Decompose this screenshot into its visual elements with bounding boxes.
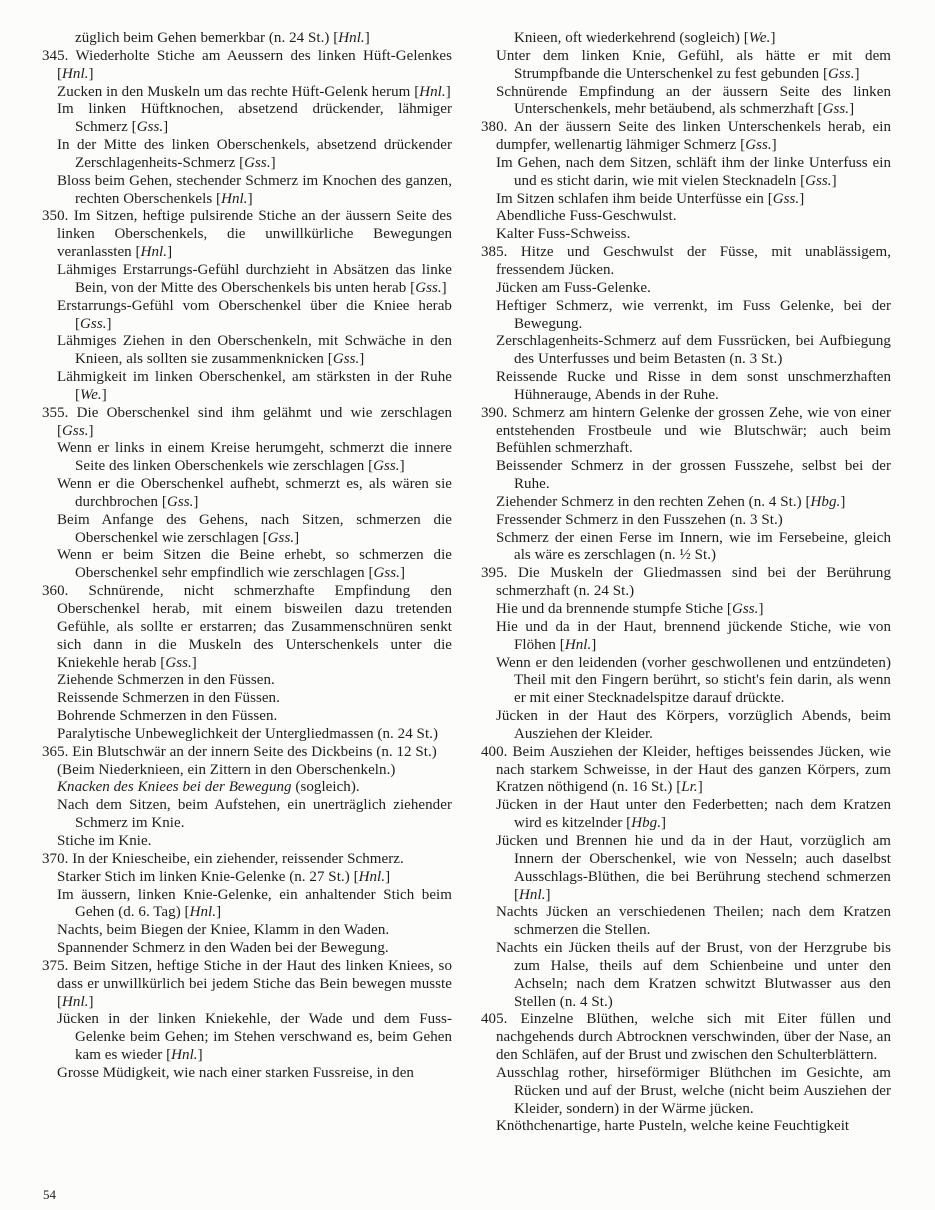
entry-emphasis: Knacken des Kniees bei der Bewegung <box>57 779 292 796</box>
entry-number: 355. <box>42 404 77 421</box>
symptom-entry: Schmerz der einen Ferse im Innern, wie im Fersebeine, gleich als wäre es zerschlagen (n. ½ St.) <box>496 529 891 564</box>
symptom-entry: 380. An der äussern Seite des linken Unterschenkels herab, ein dumpfer, wellenartig lähmiger Schmerz [Gss.] <box>481 119 891 154</box>
symptom-entry: Im linken Hüftknochen, absetzend drückender, lähmiger Schmerz [Gss.] <box>57 101 452 136</box>
symptom-entry: Jücken in der Haut des Körpers, vorzüglich Abends, beim Ausziehen der Kleider. <box>496 708 891 742</box>
symptom-entry: Nachts ein Jücken theils auf der Brust, von der Herzgrube bis zum Halse, theils auf dem Schienbeine und unter den Achseln; nach dem Kratzen schwitzt Blutwasser aus den Stellen (n. 4 St.) <box>496 940 891 1010</box>
right-column <box>481 30 891 1136</box>
source-citation: Gss. <box>62 422 89 439</box>
entry-number: 380. <box>481 119 514 136</box>
symptom-entry: 395. Die Muskeln der Gliedmassen sind bei der Berührung schmerzhaft (n. 24 St.) <box>481 565 891 600</box>
symptom-entry: Abendliche Fuss-Geschwulst. <box>496 208 677 225</box>
symptom-entry: Lähmigkeit im linken Oberschenkel, am stärksten in der Ruhe [We.] <box>57 369 452 403</box>
entry-number: 390. <box>481 404 512 421</box>
source-citation: Hnl. <box>62 993 89 1010</box>
symptom-entry: Im äussern, linken Knie-Gelenke, ein anhaltender Stich beim Gehen (d. 6. Tag) [Hnl.] <box>57 886 452 921</box>
symptom-entry: Wenn er beim Sitzen die Beine erhebt, so schmerzen die Oberschenkel sehr empfindlich wie zerschlagen [Gss.] <box>57 547 452 582</box>
symptom-entry: 355. Die Oberschenkel sind ihm gelähmt und wie zerschlagen [Gss.] <box>42 404 452 439</box>
symptom-entry: Starker Stich im linken Knie-Gelenke (n. 27 St.) [Hnl.] <box>57 868 391 885</box>
source-citation: Lr. <box>681 779 698 796</box>
symptom-entry: Stiche im Knie. <box>57 832 152 849</box>
symptom-entry: 375. Beim Sitzen, heftige Stiche in der Haut des linken Kniees, so dass er unwillkürlich bei jedem Stiche das Bein bewegen musste [Hnl.] <box>42 957 452 1010</box>
entry-number: 400. <box>481 743 513 760</box>
symptom-entry: Heftiger Schmerz, wie verrenkt, im Fuss Gelenke, bei der Bewegung. <box>496 297 891 332</box>
source-citation: Hbg. <box>631 815 662 832</box>
source-citation: Hnl. <box>338 30 365 46</box>
symptom-entry: Erstarrungs-Gefühl vom Oberschenkel über die Kniee herab [Gss.] <box>57 297 452 332</box>
symptom-entry: Knöthchenartige, harte Pusteln, welche keine Feuchtigkeit <box>496 1118 850 1135</box>
symptom-entry: Wenn er den leidenden (vorher geschwollenen und entzündeten) Theil mit den Fingern berührt, so sticht's fein darin, als wenn er mit einer Stecknadelspitze darauf drückte. <box>496 654 891 707</box>
symptom-entry: 385. Hitze und Geschwulst der Füsse, mit unablässigem, fressendem Jücken. <box>481 244 892 278</box>
symptom-entry: Im Sitzen schlafen ihm beide Unterfüsse ein [Gss.] <box>496 190 805 207</box>
source-citation: Gss. <box>373 458 400 475</box>
source-citation: Hnl. <box>419 83 446 100</box>
symptom-entry: 365. Ein Blutschwär an der innern Seite des Dickbeins (n. 12 St.) <box>42 743 437 760</box>
symptom-entry: Reissende Schmerzen in den Füssen. <box>57 690 280 707</box>
symptom-entry: Jücken und Brennen hie und da in der Haut, vorzüglich am Innern der Oberschenkel, wie von Nesseln; auch daselbst Ausschlags-Blüthen, die bei Berührung stechend schmerzen [Hnl.] <box>496 832 891 903</box>
symptom-entry: Spannender Schmerz in den Waden bei der Bewegung. <box>57 940 389 957</box>
symptom-entry: Ziehender Schmerz in den rechten Zehen (n. 4 St.) [Hbg.] <box>496 493 846 510</box>
symptom-entry: Reissende Rucke und Risse in dem sonst unschmerzhaften Hühnerauge, Abends in der Ruhe. <box>496 369 891 403</box>
entry-number: 345. <box>42 47 76 64</box>
text-columns <box>42 30 890 1136</box>
source-citation: Gss. <box>332 351 360 368</box>
source-citation: We. <box>748 30 771 46</box>
source-citation: Gss. <box>805 172 832 189</box>
symptom-entry: Kalter Fuss-Schweiss. <box>496 226 631 243</box>
symptom-entry: Zucken in den Muskeln um das rechte Hüft-Gelenk herum [Hnl.] <box>57 83 451 100</box>
entry-number: 350. <box>42 208 74 225</box>
source-citation: Gss. <box>772 190 800 207</box>
source-citation: Hnl. <box>358 868 386 885</box>
symptom-entry: Jücken in der linken Kniekehle, der Wade und dem Fuss-Gelenke beim Gehen; im Stehen verschwand es, beim Gehen kam es wieder [Hnl.] <box>57 1011 452 1064</box>
symptom-entry: Wenn er links in einem Kreise herumgeht, schmerzt die innere Seite des linken Oberschenkels wie zerschlagen [Gss.] <box>57 440 452 475</box>
source-citation: Hnl. <box>171 1047 198 1064</box>
symptom-entry: Ziehende Schmerzen in den Füssen. <box>57 672 275 689</box>
symptom-entry: Wenn er die Oberschenkel aufhebt, schmerzt es, als wären sie durchbrochen [Gss.] <box>57 476 452 510</box>
symptom-entry: Knieen, oft wiederkehrend (sogleich) [We.] <box>514 30 776 46</box>
symptom-entry: Paralytische Unbeweglichkeit der Untergliedmassen (n. 24 St.) <box>57 725 439 742</box>
entry-number: 360. <box>42 583 89 600</box>
symptom-entry: Knacken des Kniees bei der Bewegung (sogleich). <box>57 779 360 796</box>
source-citation: Hnl. <box>221 190 248 207</box>
symptom-entry: Jücken am Fuss-Gelenke. <box>496 279 651 296</box>
source-citation: Gss. <box>165 654 192 671</box>
symptom-entry: 390. Schmerz am hintern Gelenke der grossen Zehe, wie von einer entstehenden Frostbeule und wie Blutschwär; auch beim Befühlen schmerzhaft. <box>481 404 891 457</box>
entry-number: 405. <box>481 1011 521 1028</box>
symptom-entry: Hie und da brennende stumpfe Stiche [Gss.] <box>496 601 764 617</box>
symptom-entry: Lähmiges Erstarrungs-Gefühl durchzieht in Absätzen das linke Bein, von der Mitte des Oberschenkels bis unten herab [Gss.] <box>57 261 452 296</box>
symptom-entry: 345. Wiederholte Stiche am Aeussern des linken Hüft-Gelenkes [Hnl.] <box>42 47 452 82</box>
source-citation: Gss. <box>822 101 850 118</box>
source-citation: Gss. <box>745 137 772 154</box>
symptom-entry: Lähmiges Ziehen in den Oberschenkeln, mit Schwäche in den Knieen, als sollten sie zusammenknicken [Gss.] <box>57 333 452 368</box>
symptom-entry: Im Gehen, nach dem Sitzen, schläft ihm der linke Unterfuss ein und es sticht darin, wie mit vielen Stecknadeln [Gss.] <box>496 154 891 189</box>
source-citation: Gss. <box>267 529 295 546</box>
symptom-entry: Bloss beim Gehen, stechender Schmerz im Knochen des ganzen, rechten Oberschenkels [Hnl.] <box>57 172 452 207</box>
symptom-entry: Bohrende Schmerzen in den Füssen. <box>57 708 278 725</box>
symptom-entry: Grosse Müdigkeit, wie nach einer starken Fussreise, in den <box>57 1064 414 1081</box>
source-citation: Gss. <box>415 279 442 296</box>
symptom-entry: 405. Einzelne Blüthen, welche sich mit Eiter füllen und nachgehends durch Abtrocknen verschwinden, über der Nase, an den Schläfen, auf der Brust und zwischen den Schulterblättern. <box>481 1011 891 1064</box>
symptom-entry: Beim Anfange des Gehens, nach Sitzen, schmerzen die Oberschenkel wie zerschlagen [Gss.] <box>57 511 452 546</box>
entry-number: 395. <box>481 565 518 582</box>
left-column <box>42 30 452 1136</box>
source-citation: Gss. <box>828 65 855 82</box>
symptom-entry: In der Mitte des linken Oberschenkels, absetzend drückender Zerschlagenheits-Schmerz [Gss.] <box>57 137 452 171</box>
source-citation: Gss. <box>244 154 271 171</box>
source-citation: Hnl. <box>140 244 168 261</box>
symptom-entry: 370. In der Kniescheibe, ein ziehender, reissender Schmerz. <box>42 850 404 867</box>
entry-number: 365. <box>42 743 73 760</box>
source-citation: We. <box>80 386 102 403</box>
symptom-entry: Fressender Schmerz in den Fusszehen (n. 3 St.) <box>496 511 783 528</box>
source-citation: Gss. <box>80 315 107 332</box>
symptom-entry: Nachts, beim Biegen der Kniee, Klamm in den Waden. <box>57 922 390 939</box>
symptom-entry: Nachts Jücken an verschiedenen Theilen; nach dem Kratzen schmerzen die Stellen. <box>496 904 891 939</box>
source-citation: Hbg. <box>810 493 841 510</box>
symptom-entry: 350. Im Sitzen, heftige pulsirende Stiche an der äussern Seite des linken Oberschenkels, die unwillkürliche Bewegungen veranlassten [Hnl.] <box>42 208 453 261</box>
source-citation: Hnl. <box>62 65 89 82</box>
symptom-entry: Unter dem linken Knie, Gefühl, als hätte er mit dem Strumpfbande die Unterschenkel zu fest gebunden [Gss.] <box>496 47 891 82</box>
symptom-entry: Jücken in der Haut unter den Federbetten; nach dem Kratzen wird es kitzelnder [Hbg.] <box>496 797 891 832</box>
symptom-entry: (Beim Niederknieen, ein Zittern in den Oberschenkeln.) <box>57 761 396 778</box>
symptom-entry: Beissender Schmerz in der grossen Fusszehe, selbst bei der Ruhe. <box>496 458 891 493</box>
source-citation: Hnl. <box>564 636 592 653</box>
symptom-entry: züglich beim Gehen bemerkbar (n. 24 St.) [Hnl.] <box>75 30 370 46</box>
source-citation: Hnl. <box>519 886 546 903</box>
symptom-entry: 400. Beim Ausziehen der Kleider, heftiges beissendes Jücken, wie nach starkem Schweisse, in der Haut des ganzen Körpers, zum Kratzen nöthigend (n. 16 St.) [Lr.] <box>481 743 891 796</box>
source-citation: Gss. <box>373 565 400 582</box>
source-citation: Gss. <box>166 493 194 510</box>
source-citation: Gss. <box>731 601 759 617</box>
source-citation: Gss. <box>136 119 164 136</box>
entry-number: 385. <box>481 244 521 261</box>
symptom-entry: Zerschlagenheits-Schmerz auf dem Fussrücken, bei Aufbiegung des Unterfusses und beim Betasten (n. 3 St.) <box>496 333 891 368</box>
symptom-entry: Schnürende Empfindung an der äussern Seite des linken Unterschenkels, mehr betäubend, als schmerzhaft [Gss.] <box>496 83 891 118</box>
symptom-entry: Nach dem Sitzen, beim Aufstehen, ein unerträglich ziehender Schmerz im Knie. <box>57 797 452 832</box>
page-number: 54 <box>43 1187 56 1202</box>
symptom-entry: Hie und da in der Haut, brennend jückende Stiche, wie von Flöhen [Hnl.] <box>496 618 891 653</box>
symptom-entry: 360. Schnürende, nicht schmerzhafte Empfindung den Oberschenkel herab, mit einem bisweilen dazu tretenden Gefühle, als sollte er erstarren; das Zusammenschnüren senkt sich dann in die Muskeln des Unterschenkels unter die Kniekehle herab [Gss.] <box>42 583 453 671</box>
entry-number: 370. <box>42 850 73 867</box>
entry-number: 375. <box>42 957 74 974</box>
source-citation: Hnl. <box>189 904 217 921</box>
symptom-entry: Ausschlag rother, hirseförmiger Blüthchen im Gesichte, am Rücken und auf der Brust, welche (nicht beim Ausziehen der Kleider, sondern) in der Wärme jücken. <box>496 1064 891 1117</box>
